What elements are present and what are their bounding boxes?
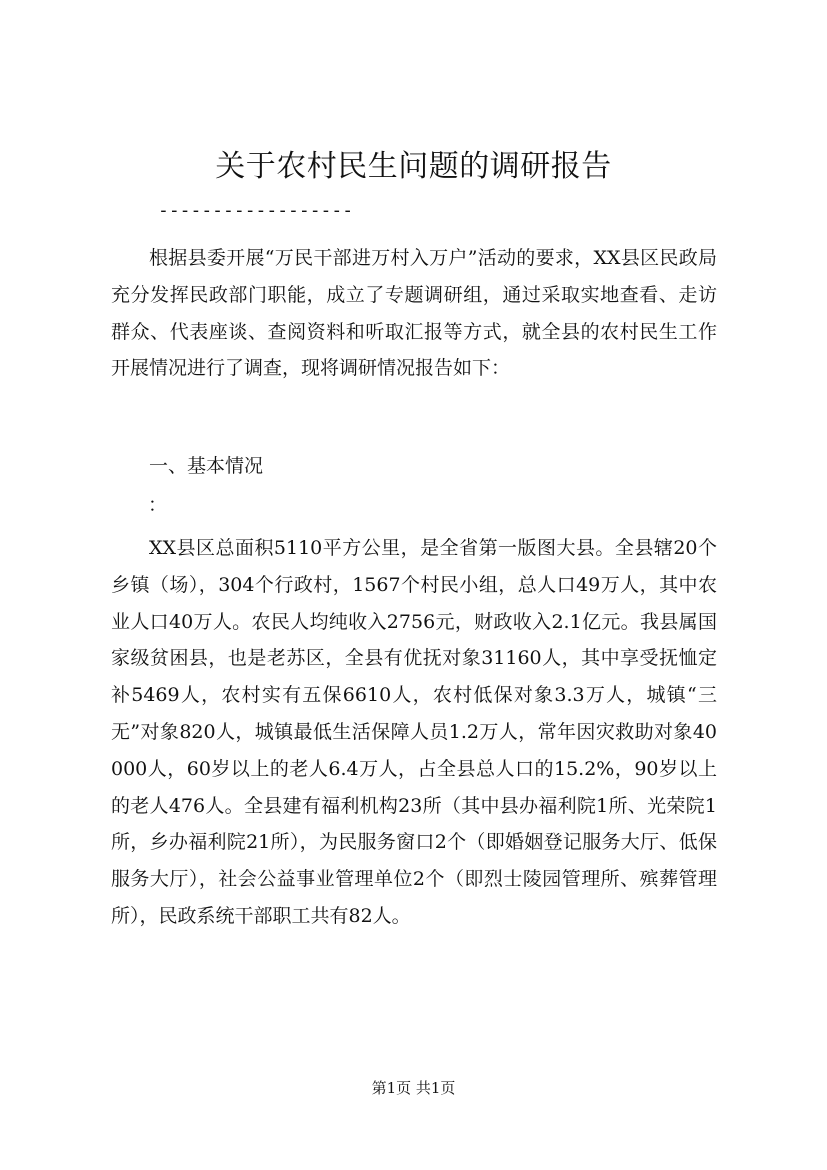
section-colon: ： (148, 494, 168, 516)
intro-paragraph: 根据县委开展“万民干部进万村入万户”活动的要求，XX县区民政局充分发挥民政部门职能，成立了专题调研组，通过采取实地查看、走访群众、代表座谈、查阅资料和听取汇报等方式，就全县的农村民生工作开展情况进行了调查，现将调研情况报告如下： (111, 247, 717, 380)
basic-situation-paragraph: XX县区总面积5110平方公里，是全省第一版图大县。全县辖20个乡镇（场），304个行政村，1567个村民小组，总人口49万人，其中农业人口40万人。农民人均纯收入2756元，财政收入2.1亿元。我县属国家级贫困县，也是老苏区，全县有优抚对象31160人，其中享受抚恤定补5469人，农村实有五保6610人，农村低保对象3.3万人，城镇“三无”对象820人，城镇最低生活保障人员1.2万人，常年因灾救助对象40000人，60岁以上的老人6.4万人，占全县总人口的15.2%，90岁以上的老人476人。全县建有福利机构23所（其中县办福利院1所、光荣院1所，乡办福利院21所），为民服务窗口2个（即婚姻登记服务大厅、低保服务大厅），社会公益事业管理单位2个（即烈士陵园管理所、殡葬管理所），民政系统干部职工共有82人。 (111, 537, 717, 927)
document-title: 关于农村民生问题的调研报告 (215, 149, 612, 184)
page-footer: 第1页 共1页 (371, 1079, 456, 1097)
section-heading: 一、基本情况 (149, 455, 264, 477)
title-separator: ------------------ (158, 200, 354, 221)
